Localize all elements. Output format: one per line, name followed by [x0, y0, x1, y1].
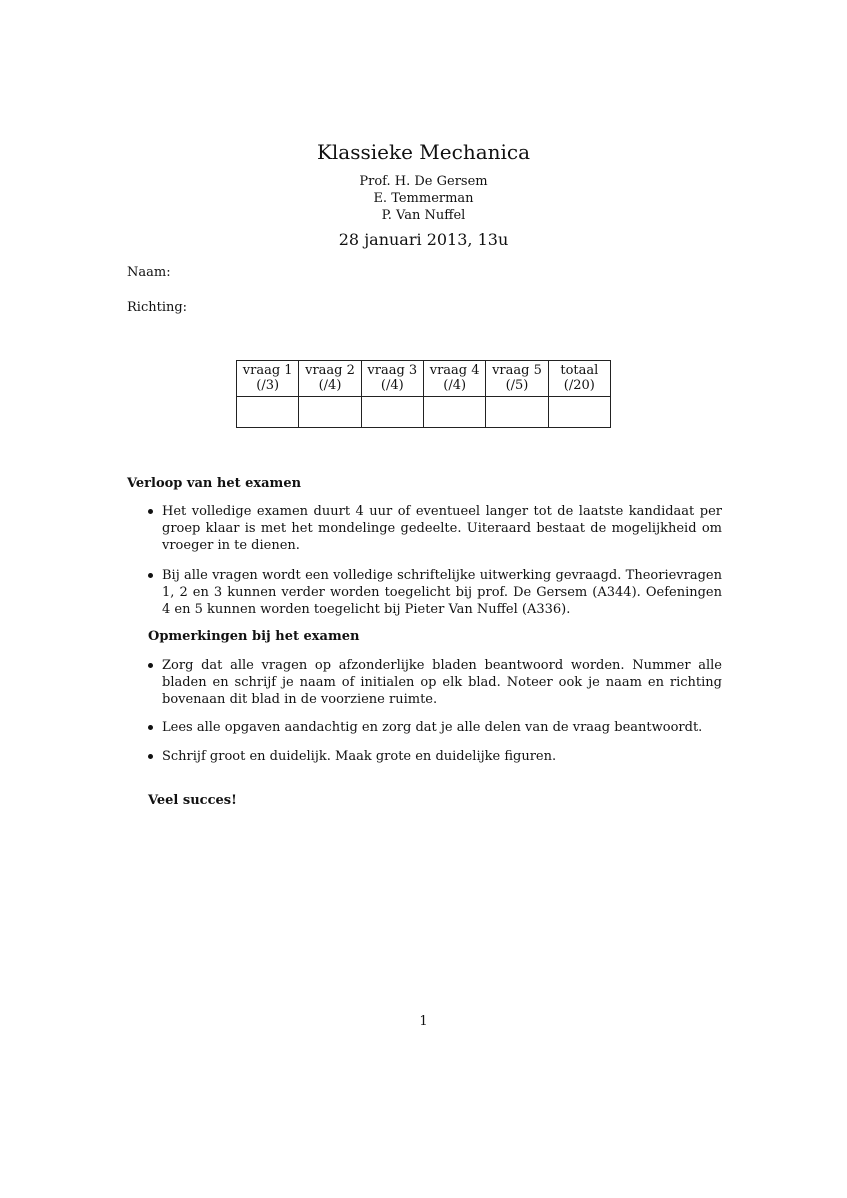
score-header-cell	[361, 361, 423, 397]
score-header-cell	[548, 361, 610, 397]
score-header-cell	[486, 361, 548, 397]
score-entry-cell	[361, 397, 423, 428]
score-table	[236, 360, 611, 428]
question-max-points: (/4)	[380, 378, 404, 393]
score-entry-cell	[423, 397, 485, 428]
verloop-heading: Verloop van het examen	[127, 476, 302, 491]
question-max-points: (/4)	[443, 378, 467, 393]
bullet-item: Lees alle opgaven aandachtig en zorg dat je alle delen van de vraag beantwoordt.	[162, 719, 722, 736]
bullet-item: Zorg dat alle vragen op afzonderlijke bladen beantwoord worden. Nummer alle bladen en schrijf je naam of initialen op elk blad. Noteer ook je naam en richting bovenaan dit blad in de voorziene ruimte.	[162, 658, 722, 707]
exam-date: 28 januari 2013, 13u	[338, 230, 509, 249]
richting-label: Richting:	[127, 300, 188, 315]
author-2: E. Temmerman	[373, 191, 474, 206]
score-entry-cell	[548, 397, 610, 428]
author-3: P. Van Nuffel	[381, 208, 466, 223]
author-1: Prof. H. De Gersem	[359, 174, 488, 189]
question-max-points: (/3)	[256, 378, 280, 393]
question-max-points: (/5)	[505, 378, 529, 393]
question-name: vraag 4	[429, 363, 480, 378]
score-header-cell	[237, 361, 299, 397]
bullet-item: Schrijf groot en duidelijk. Maak grote en duidelijke figuren.	[162, 748, 722, 765]
closing-text: Veel succes!	[148, 793, 237, 808]
score-table-entry-row	[237, 397, 611, 428]
naam-label: Naam:	[127, 265, 171, 280]
question-name: vraag 2	[305, 363, 355, 378]
score-header-cell	[299, 361, 361, 397]
question-name: vraag 1	[242, 363, 293, 378]
page-number: 1	[419, 1014, 428, 1029]
question-name: vraag 5	[492, 363, 542, 378]
question-max-points: (/4)	[318, 378, 342, 393]
bullet-item: Bij alle vragen wordt een volledige schriftelijke uitwerking gevraagd. Theorievragen 1, 2 en 3 kunnen verder worden toegelicht bij prof. De Gersem (A344). Oefeningen 4 en 5 kunnen worden toegelicht bij Pieter Van Nuffel (A336).	[162, 568, 722, 617]
score-entry-cell	[299, 397, 361, 428]
page-title: Klassieke Mechanica	[316, 140, 531, 164]
score-header-cell	[423, 361, 485, 397]
bullet-item: Het volledige examen duurt 4 uur of eventueel langer tot de laatste kandidaat per groep klaar is met het mondelinge gedeelte. Uiteraard bestaat de mogelijkheid om vroeger in te dienen.	[162, 504, 722, 553]
score-entry-cell	[486, 397, 548, 428]
score-table-header-row	[237, 361, 611, 397]
question-name: totaal	[560, 363, 599, 378]
question-name: vraag 3	[367, 363, 418, 378]
score-entry-cell	[237, 397, 299, 428]
question-max-points: (/20)	[563, 378, 595, 393]
opmerkingen-heading: Opmerkingen bij het examen	[148, 629, 360, 644]
